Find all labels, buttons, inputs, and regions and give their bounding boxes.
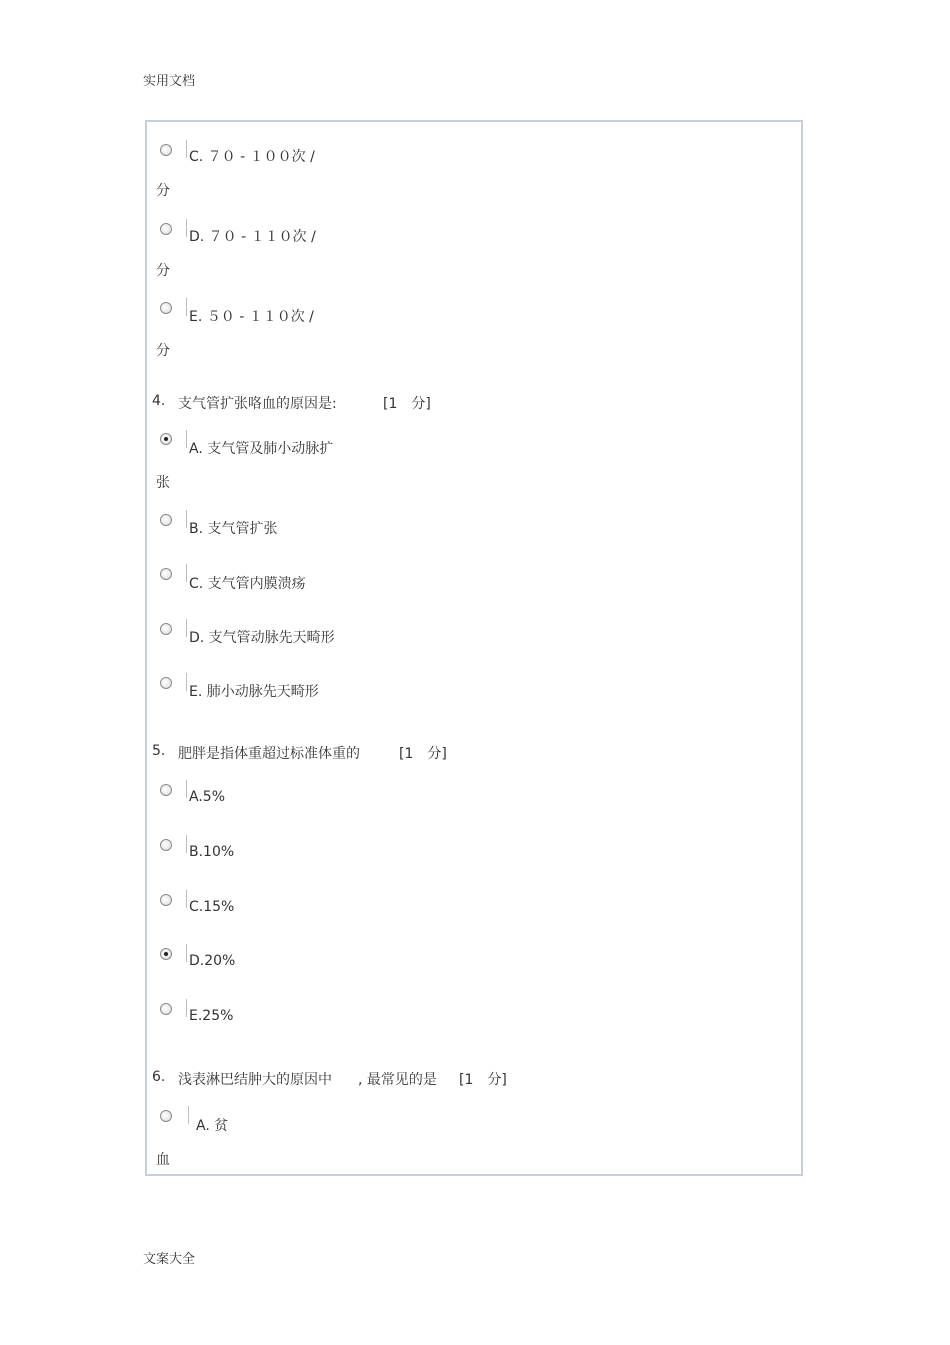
- option-label: A. 支气管及肺小动脉扩: [189, 441, 334, 457]
- radio-button[interactable]: [160, 839, 172, 851]
- radio-button[interactable]: [160, 1003, 172, 1015]
- option-divider: [186, 298, 187, 316]
- question-number: 4.: [152, 393, 166, 409]
- page-footer: 文案大全: [143, 1252, 196, 1267]
- option-label: B. 支气管扩张: [189, 521, 278, 537]
- question-text-continuation: , 最常见的是: [358, 1072, 437, 1088]
- option-label: B.10%: [189, 844, 235, 860]
- option-label-continuation: 分: [156, 183, 170, 199]
- radio-button[interactable]: [160, 677, 172, 689]
- question-score: [1 分]: [459, 1072, 507, 1088]
- option-label-continuation: 张: [156, 475, 170, 491]
- option-divider: [186, 780, 187, 798]
- option-label: D. 支气管动脉先天畸形: [189, 630, 335, 646]
- option-divider: [186, 619, 187, 637]
- radio-button[interactable]: [160, 514, 172, 526]
- option-label: C.15%: [189, 899, 235, 915]
- radio-button[interactable]: [160, 784, 172, 796]
- option-label: A. 贫: [196, 1118, 229, 1134]
- radio-button[interactable]: [160, 894, 172, 906]
- question-number: 6.: [152, 1069, 166, 1085]
- radio-button[interactable]: [160, 568, 172, 580]
- option-label: E. 肺小动脉先天畸形: [189, 684, 319, 700]
- option-label-continuation: 血: [156, 1152, 170, 1168]
- option-label: D.20%: [189, 953, 236, 969]
- option-divider: [186, 430, 187, 448]
- option-label: D. ７０ - １１０次 /: [189, 229, 316, 245]
- radio-button[interactable]: [160, 223, 172, 235]
- option-label: C. 支气管内膜溃疡: [189, 576, 306, 592]
- option-label: E. ５０ - １１０次 /: [189, 309, 314, 325]
- option-divider: [186, 673, 187, 691]
- option-divider: [186, 219, 187, 237]
- option-divider: [188, 1106, 189, 1124]
- option-label: C. ７０ - １００次 /: [189, 149, 315, 165]
- radio-button[interactable]: [160, 302, 172, 314]
- page-header: 实用文档: [143, 74, 196, 89]
- option-divider: [186, 999, 187, 1017]
- radio-button[interactable]: [160, 144, 172, 156]
- option-divider: [186, 564, 187, 582]
- option-label-continuation: 分: [156, 343, 170, 359]
- question-number: 5.: [152, 743, 166, 759]
- radio-button-selected[interactable]: [160, 948, 172, 960]
- option-divider: [186, 890, 187, 908]
- question-text: 支气管扩张咯血的原因是:: [178, 396, 337, 412]
- question-text: 浅表淋巴结肿大的原因中: [178, 1072, 332, 1088]
- option-divider: [186, 140, 187, 158]
- quiz-frame: [145, 120, 803, 1176]
- question-score: [1 分]: [399, 746, 447, 762]
- question-text: 肥胖是指体重超过标准体重的: [178, 746, 360, 762]
- option-label: A.5%: [189, 789, 225, 805]
- question-score: [1 分]: [383, 396, 431, 412]
- option-label-continuation: 分: [156, 263, 170, 279]
- radio-button[interactable]: [160, 1110, 172, 1122]
- option-label: E.25%: [189, 1008, 234, 1024]
- option-divider: [186, 944, 187, 962]
- option-divider: [186, 835, 187, 853]
- radio-button[interactable]: [160, 623, 172, 635]
- radio-button-selected[interactable]: [160, 433, 172, 445]
- option-divider: [186, 510, 187, 528]
